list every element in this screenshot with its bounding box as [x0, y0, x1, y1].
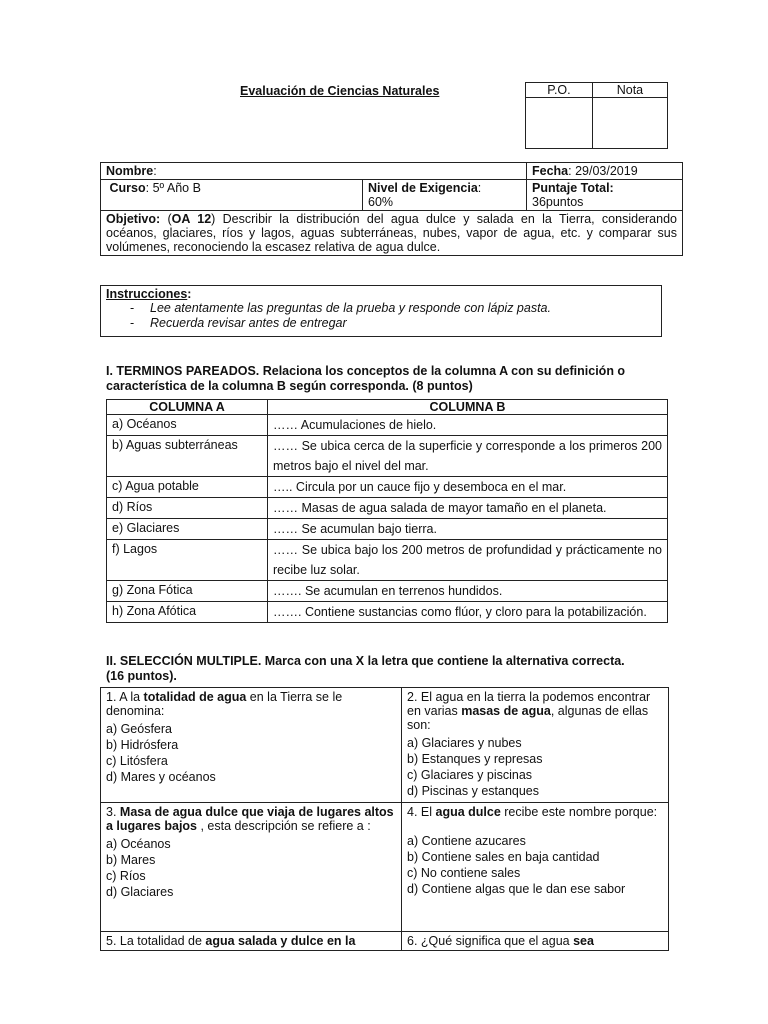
option-b[interactable]: b) Hidrósfera — [106, 738, 179, 752]
nota-label: Nota — [592, 83, 667, 98]
option-a[interactable]: a) Contiene azucares — [407, 834, 526, 848]
question-1: 1. A la totalidad de agua en la Tierra se le denomina: a) Geósfera b) Hidrósfera c) Litósfera d) Mares y océanos — [101, 688, 402, 803]
objetivo-label: Objetivo: — [106, 212, 161, 226]
section-2-heading: II. SELECCIÓN MULTIPLE. Marca con una X la letra que contiene la alternativa correcta. (16 puntos). — [106, 654, 625, 683]
instruction-item: - Lee atentamente las preguntas de la prueba y responde con lápiz pasta. — [106, 301, 656, 316]
fecha-label: Fecha — [532, 164, 569, 178]
definition-cell[interactable]: …… Acumulaciones de hielo. — [268, 415, 668, 436]
concept-cell: f) Lagos — [107, 540, 268, 581]
nivel-cell: Nivel de Exigencia: 60% — [363, 180, 527, 211]
multiple-choice-table — [100, 687, 669, 951]
score-box — [525, 82, 668, 149]
student-info-table — [100, 162, 683, 256]
puntaje-cell — [527, 180, 683, 211]
po-label: P.O. — [526, 83, 593, 98]
nivel-value: 60% — [368, 195, 394, 209]
question-6: 6. ¿Qué significa que el agua sea — [402, 932, 669, 951]
option-a[interactable]: a) Océanos — [106, 837, 171, 851]
nombre-label: Nombre — [106, 164, 154, 178]
nota-field[interactable] — [592, 98, 667, 149]
concept-cell: h) Zona Afótica — [107, 602, 268, 623]
instructions-label: Instrucciones — [106, 287, 188, 301]
option-b[interactable]: b) Estanques y represas — [407, 752, 543, 766]
table-row — [107, 519, 668, 540]
table-row — [107, 602, 668, 623]
definition-cell[interactable]: ….. Circula por un cauce fijo y desemboca en el mar. — [268, 477, 668, 498]
definition-cell[interactable]: …… Se ubica bajo los 200 metros de profundidad y prácticamente no recibe luz solar. — [268, 540, 668, 581]
fecha-cell: Fecha: 29/03/2019 — [527, 163, 683, 180]
objetivo-text: Describir la distribución del agua dulce y salada en la Tierra, considerando océanos, glaciares, ríos y lagos, aguas subterráneas, nubes, vapor de agua, etc. y comparar sus volúmenes, reconociendo la escasez relativa de agua dulce. — [106, 212, 677, 254]
table-row — [107, 436, 668, 477]
option-d[interactable]: d) Glaciares — [106, 885, 174, 899]
matching-table — [106, 399, 668, 623]
option-c[interactable]: c) Ríos — [106, 869, 146, 883]
question-4: 4. El agua dulce recibe este nombre porque: a) Contiene azucares b) Contiene sales en baja cantidad c) No contiene sales d) Contiene algas que le dan ese sabor — [402, 803, 669, 932]
question-3: 3. Masa de agua dulce que viaja de lugares altos a lugares bajos , esta descripción se refiere a : a) Océanos b) Mares c) Ríos d) Glaciares — [101, 803, 402, 932]
nivel-label: Nivel de Exigencia — [368, 181, 478, 195]
concept-cell: d) Ríos — [107, 498, 268, 519]
po-field[interactable] — [526, 98, 593, 149]
table-row — [107, 415, 668, 436]
curso-value: 5º Año B — [152, 181, 201, 195]
concept-cell: c) Agua potable — [107, 477, 268, 498]
puntaje-label: Puntaje Total: — [532, 181, 614, 195]
table-row — [107, 498, 668, 519]
option-c[interactable]: c) Glaciares y piscinas — [407, 768, 533, 782]
option-c[interactable]: c) Litósfera — [106, 754, 168, 768]
option-b[interactable]: b) Mares — [106, 853, 156, 867]
objetivo-code: OA 12 — [171, 212, 212, 226]
option-d[interactable]: d) Mares y océanos — [106, 770, 216, 784]
instruction-item: - Recuerda revisar antes de entregar — [106, 316, 656, 331]
definition-cell[interactable]: ……. Se acumulan en terrenos hundidos. — [268, 581, 668, 602]
concept-cell: b) Aguas subterráneas — [107, 436, 268, 477]
concept-cell: a) Océanos — [107, 415, 268, 436]
curso-label: Curso — [109, 181, 146, 195]
concept-cell: g) Zona Fótica — [107, 581, 268, 602]
table-row — [107, 477, 668, 498]
table-row — [107, 581, 668, 602]
puntaje-value: 36puntos — [532, 195, 584, 209]
option-b[interactable]: b) Contiene sales en baja cantidad — [407, 850, 600, 864]
objetivo-cell: Objetivo: (OA 12) Describir la distribución del agua dulce y salada en la Tierra, considerando océanos, glaciares, ríos y lagos, aguas subterráneas, nubes, vapor de agua, etc. y comparar sus volúmenes, reconociendo la escasez relativa de agua dulce. — [101, 211, 683, 256]
nombre-cell[interactable]: Nombre: — [101, 163, 527, 180]
definition-cell[interactable]: …… Se ubica cerca de la superficie y corresponde a los primeros 200 metros bajo el nivel del mar. — [268, 436, 668, 477]
curso-cell: Curso: 5º Año B — [101, 180, 363, 211]
option-c[interactable]: c) No contiene sales — [407, 866, 521, 880]
page-title: Evaluación de Ciencias Naturales — [240, 84, 440, 98]
section-1-heading: I. TERMINOS PAREADOS. Relaciona los conceptos de la columna A con su definición o característica de la columna B según corresponda. (8 puntos) — [106, 364, 626, 393]
fecha-value: 29/03/2019 — [575, 164, 638, 178]
definition-cell[interactable]: …… Se acumulan bajo tierra. — [268, 519, 668, 540]
option-a[interactable]: a) Glaciares y nubes — [407, 736, 522, 750]
option-d[interactable]: d) Piscinas y estanques — [407, 784, 540, 798]
definition-cell[interactable]: ……. Contiene sustancias como flúor, y cloro para la potabilización. — [268, 602, 668, 623]
question-5: 5. La totalidad de agua salada y dulce en la — [101, 932, 402, 951]
table-row — [107, 540, 668, 581]
instructions-box: Instrucciones: - Lee atentamente las preguntas de la prueba y responde con lápiz pasta. - Recuerda revisar antes de entregar — [100, 285, 662, 337]
option-d[interactable]: d) Contiene algas que le dan ese sabor — [407, 882, 626, 896]
option-a[interactable]: a) Geósfera — [106, 722, 173, 736]
column-b-header: COLUMNA B — [268, 400, 668, 415]
question-2: 2. El agua en la tierra la podemos encontrar en varias masas de agua, algunas de ellas son: a) Glaciares y nubes b) Estanques y represas c) Glaciares y piscinas d) Piscinas y estanques — [402, 688, 669, 803]
definition-cell[interactable]: …… Masas de agua salada de mayor tamaño en el planeta. — [268, 498, 668, 519]
concept-cell: e) Glaciares — [107, 519, 268, 540]
column-a-header: COLUMNA A — [107, 400, 268, 415]
